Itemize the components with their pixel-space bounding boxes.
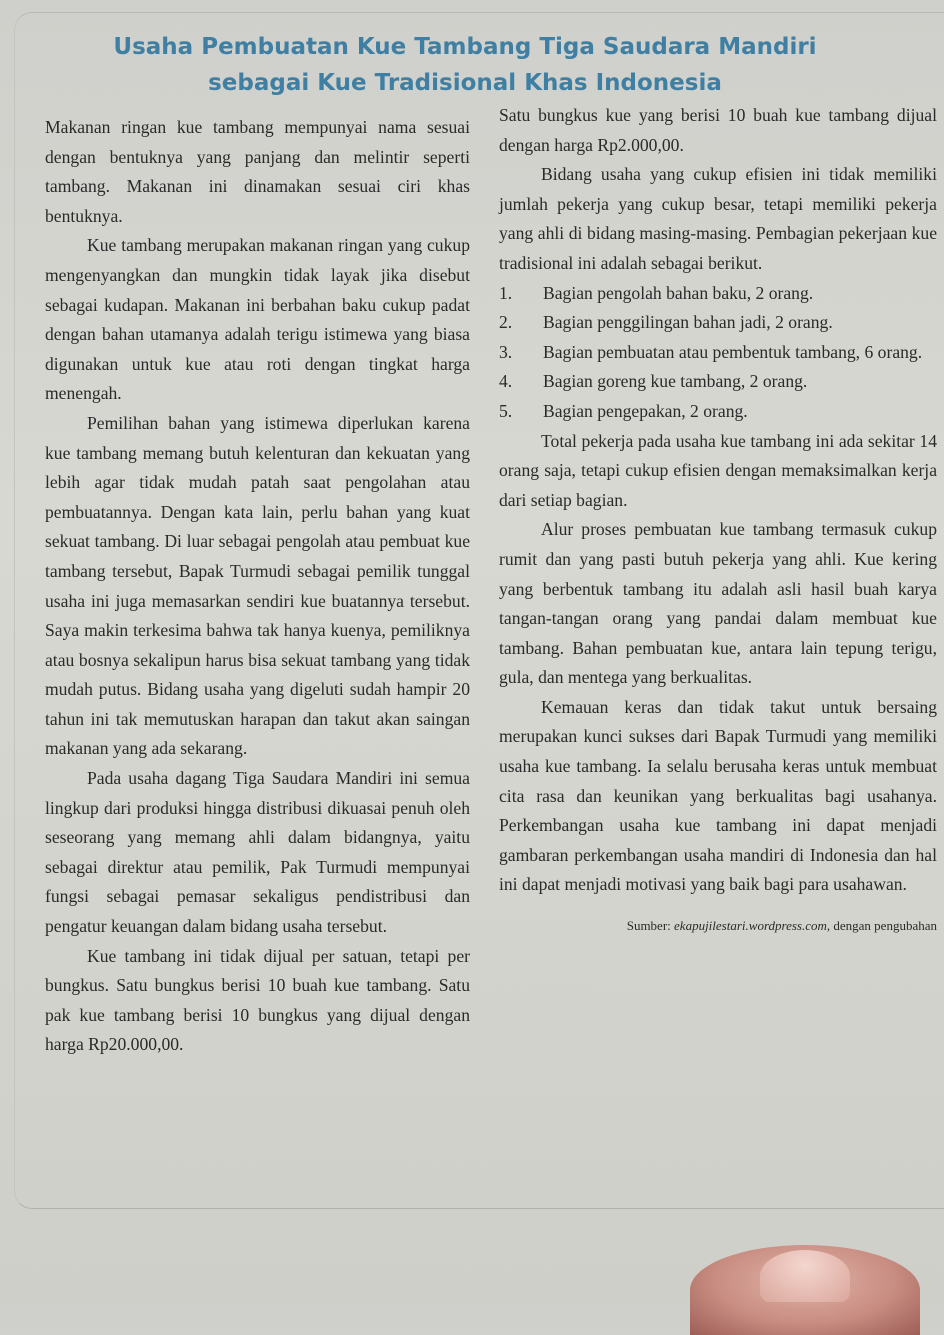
article-title [75, 29, 855, 101]
fingernail [760, 1250, 850, 1302]
paragraph: Satu bungkus kue yang berisi 10 buah kue tambang dijual dengan harga Rp2.000,00. [499, 105, 937, 155]
list-item [499, 397, 937, 427]
list-item [499, 279, 937, 309]
title-line-1: Usaha Pembuatan Kue Tambang Tiga Saudara Mandiri [113, 34, 817, 60]
list-item [499, 367, 937, 397]
list-number: 4. [499, 371, 513, 392]
source-citation [499, 916, 937, 936]
list-item [499, 308, 937, 338]
textbook-page [14, 12, 944, 1209]
list-text: Bagian pengolah bahan baku, 2 orang. [543, 282, 814, 303]
list-number: 5. [499, 400, 513, 421]
source-note: dengan pengubahan [833, 918, 937, 934]
title-line-2: sebagai Kue Tradisional Khas Indonesia [208, 70, 722, 96]
paragraph: Total pekerja pada usaha kue tambang ini ada sekitar 14 orang saja, tetapi cukup efisien dengan memaksimalkan kerja dari setiap bagian. [499, 430, 937, 510]
source-site: ekapujilestari.wordpress.com, [674, 918, 831, 934]
list-text: Bagian penggilingan bahan jadi, 2 orang. [543, 312, 833, 333]
list-number: 1. [499, 282, 513, 303]
right-column [499, 101, 937, 936]
list-text: Bagian goreng kue tambang, 2 orang. [543, 371, 808, 392]
list-text: Bagian pengepakan, 2 orang. [543, 400, 748, 421]
paragraph: Bidang usaha yang cukup efisien ini tidak memiliki jumlah pekerja yang cukup besar, tetapi memiliki pekerja yang ahli di bidang masing-masing. Pembagian pekerjaan kue tradisional ini adalah sebagai berikut. [499, 164, 937, 273]
paragraph: Kemauan keras dan tidak takut untuk bersaing merupakan kunci sukses dari Bapak Turmudi yang memiliki usaha kue tambang. Ia selalu berusaha keras untuk membuat cita rasa dan keunikan yang berkualitas bagi usahanya. Perkembangan usaha kue tambang ini dapat menjadi gambaran perkembangan usaha mandiri di Indonesia dan hal ini dapat menjadi motivasi yang baik bagi para usahawan. [499, 696, 937, 895]
list-number: 2. [499, 312, 513, 333]
worker-division-list [499, 279, 937, 427]
paragraph: Makanan ringan kue tambang mempunyai nama sesuai dengan bentuknya yang panjang dan melintir seperti tambang. Makanan ini dinamakan sesuai ciri khas bentuknya. [45, 117, 470, 226]
paragraph: Alur proses pembuatan kue tambang termasuk cukup rumit dan yang pasti butuh pekerja yang ahli. Kue kering yang berbentuk tambang itu adalah asli hasil buah karya tangan-tangan orang yang pandai dalam membuat kue tambang. Bahan pembuatan kue, antara lain tepung terigu, gula, dan mentega yang berkualitas. [499, 519, 937, 688]
list-number: 3. [499, 341, 513, 362]
source-label: Sumber: [626, 918, 671, 934]
paragraph: Pada usaha dagang Tiga Saudara Mandiri ini semua lingkup dari produksi hingga distribusi dikuasai penuh oleh seseorang yang memang ahli dalam bidangnya, yaitu sebagai direktur atau pemilik, Pak Turmudi mempunyai fungsi sebagai pemasar sekaligus pendistribusi dan pengatur keuangan dalam bidang usaha tersebut. [45, 768, 470, 937]
list-text: Bagian pembuatan atau pembentuk tambang, 6 orang. [543, 341, 923, 362]
list-item [499, 338, 937, 368]
paragraph: Kue tambang ini tidak dijual per satuan, tetapi per bungkus. Satu bungkus berisi 10 buah kue tambang. Satu pak kue tambang berisi 10 bungkus yang dijual dengan harga Rp20.000,00. [45, 945, 470, 1055]
paragraph: Pemilihan bahan yang istimewa diperlukan karena kue tambang memang butuh kelenturan dan kekuatan yang lebih agar tidak mudah patah saat pengolahan atau pembuatannya. Dengan kata lain, perlu bahan yang kuat sekuat tambang. Di luar sebagai pengolah atau pembuat kue tambang tersebut, Bapak Turmudi sebagai pemilik tunggal usaha ini juga memasarkan sendiri kue buatannya tersebut. Saya makin terkesima bahwa tak hanya kuenya, pemiliknya atau bosnya sekalipun harus bisa sekuat tambang yang tidak mudah putus. Bidang usaha yang digeluti sudah hampir 20 tahun ini tak memutuskan harapan dan takut akan saingan makanan yang ada sekarang. [45, 412, 470, 759]
paragraph: Kue tambang merupakan makanan ringan yang cukup mengenyangkan dan mungkin tidak layak jika disebut sebagai kudapan. Makanan ini berbahan baku cukup padat dengan bahan utamanya adalah terigu istimewa yang biasa digunakan untuk kue atau roti dengan tingkat harga menengah. [45, 235, 470, 404]
left-column [45, 113, 470, 1060]
